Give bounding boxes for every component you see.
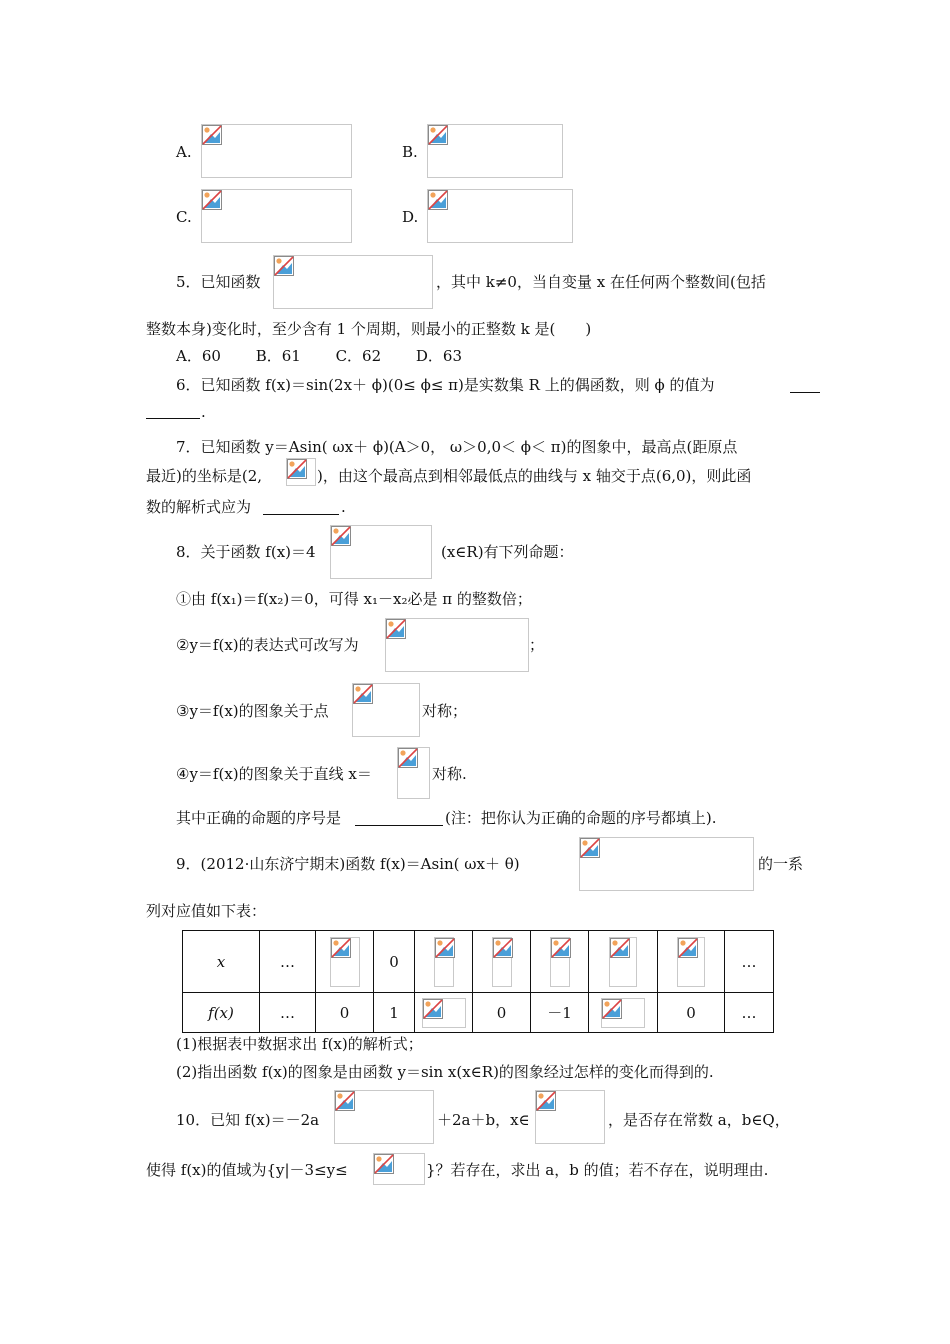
table-cell: [415, 931, 473, 993]
q8-proposition-4-end: 对称.: [432, 765, 467, 783]
broken-image-icon: [493, 938, 513, 958]
q8-proposition-3-end: 对称；: [422, 702, 468, 720]
broken-image-icon: [274, 256, 294, 276]
table-row-fx: [183, 993, 774, 1033]
q8-proposition-1: ①由 f(x₁)＝f(x₂)＝0，可得 x₁－x₂必是 π 的整数倍；: [176, 590, 532, 608]
broken-image-icon: [536, 1091, 556, 1111]
formula-image-q10-range: [373, 1153, 425, 1185]
broken-image-icon: [374, 1154, 394, 1174]
option-a-label: A.: [176, 143, 192, 161]
formula-image-option-b: [427, 124, 563, 178]
broken-image-icon: [602, 999, 622, 1019]
formula-image-table-x-2: [434, 937, 454, 987]
formula-image-table-x-1: [330, 937, 360, 987]
q9-text-line1: 9．(2012·山东济宁期末)函数 f(x)＝Asin( ωx＋ θ): [176, 855, 520, 873]
q10-text-line1b: ＋2a＋b，x∈: [437, 1111, 530, 1129]
formula-image-q9-condition: [579, 837, 754, 891]
q7-answer-blank: [263, 500, 339, 515]
formula-image-table-fx-1: [422, 998, 466, 1028]
broken-image-icon: [678, 938, 698, 958]
formula-image-option-c: [201, 189, 352, 243]
broken-image-icon: [353, 684, 373, 704]
q10-text-line2a: 使得 f(x)的值域为{y|－3≤y≤: [146, 1161, 348, 1179]
broken-image-icon: [386, 619, 406, 639]
table-cell: [316, 931, 374, 993]
q8-text-line1b: (x∈R)有下列命题：: [441, 543, 574, 561]
broken-image-icon: [287, 459, 307, 479]
broken-image-icon: [551, 938, 571, 958]
q8-answer-blank: [355, 811, 443, 826]
q10-text-line2b: }？若存在，求出 a，b 的值；若不存在，说明理由.: [426, 1161, 769, 1179]
q8-proposition-2: ②y＝f(x)的表达式可改写为: [176, 636, 359, 654]
formula-image-q8-p3: [352, 683, 420, 737]
table-cell: －1: [531, 993, 589, 1033]
q8-text-line1a: 8．关于函数 f(x)＝4: [176, 543, 316, 561]
broken-image-icon: [335, 1091, 355, 1111]
broken-image-icon: [423, 999, 443, 1019]
q9-text-line2: 列对应值如下表：: [146, 902, 267, 920]
broken-image-icon: [435, 938, 455, 958]
q5-text-part2: ，其中 k≠0，当自变量 x 在任何两个整数间(包括: [436, 273, 766, 291]
formula-image-q10-domain: [535, 1090, 605, 1144]
formula-image-option-a: [201, 124, 352, 178]
q8-proposition-2-end: ；: [529, 636, 545, 654]
q7-period: .: [341, 498, 346, 516]
formula-image-q7-coordinate: [286, 458, 316, 486]
table-cell: 0: [473, 993, 531, 1033]
broken-image-icon: [428, 190, 448, 210]
q8-question-end: (注：把你认为正确的命题的序号都填上).: [445, 809, 717, 827]
broken-image-icon: [331, 938, 351, 958]
q6-period: .: [201, 403, 206, 421]
q7-text-line3: 数的解析式应为: [146, 498, 252, 516]
formula-image-table-x-5: [609, 937, 637, 987]
table-cell-header-x: x: [183, 931, 260, 993]
q8-proposition-4: ④y＝f(x)的图象关于直线 x＝: [176, 765, 372, 783]
table-cell: [473, 931, 531, 993]
q6-answer-blank-2: [146, 404, 200, 419]
formula-image-q8-function: [330, 525, 432, 579]
table-cell: [589, 931, 658, 993]
table-cell: 0: [374, 931, 415, 993]
table-cell: …: [725, 931, 774, 993]
broken-image-icon: [202, 190, 222, 210]
table-cell: [415, 993, 473, 1033]
formula-image-table-x-6: [677, 937, 705, 987]
broken-image-icon: [202, 125, 222, 145]
broken-image-icon: [398, 748, 418, 768]
table-row-x: [183, 931, 774, 993]
q8-question: 其中正确的命题的序号是: [176, 809, 342, 827]
table-cell: 1: [374, 993, 415, 1033]
formula-image-table-x-3: [492, 937, 512, 987]
broken-image-icon: [580, 838, 600, 858]
table-cell: …: [260, 931, 316, 993]
table-cell: [531, 931, 589, 993]
broken-image-icon: [610, 938, 630, 958]
q5-text-part1: 5．已知函数: [176, 273, 261, 291]
q9-sub-question-1: (1)根据表中数据求出 f(x)的解析式；: [176, 1035, 423, 1053]
formula-image-q10-function: [334, 1090, 434, 1144]
table-cell: …: [260, 993, 316, 1033]
option-d-label: D.: [402, 208, 419, 226]
q9-sub-question-2: (2)指出函数 f(x)的图象是由函数 y＝sin x(x∈R)的图象经过怎样的变化而得到的.: [176, 1063, 714, 1081]
formula-image-option-d: [427, 189, 573, 243]
q6-answer-blank-1: [790, 378, 820, 393]
table-cell-header-fx: f(x): [183, 993, 260, 1033]
q6-text: 6．已知函数 f(x)＝sin(2x＋ ϕ)(0≤ ϕ≤ π)是实数集 R 上的偶函数，则 ϕ 的值为: [176, 376, 715, 394]
broken-image-icon: [428, 125, 448, 145]
table-cell: [589, 993, 658, 1033]
option-c-label: C.: [176, 208, 192, 226]
q5-choices: A．60 B．61 C．62 D．63: [176, 347, 463, 365]
formula-image-q8-p4: [397, 747, 430, 799]
table-cell: 0: [316, 993, 374, 1033]
formula-image-q8-p2: [385, 618, 529, 672]
q10-text-line1c: ，是否存在常数 a，b∈Q，: [608, 1111, 790, 1129]
value-table: [182, 930, 774, 1033]
broken-image-icon: [331, 526, 351, 546]
q7-text-line2a: 最近)的坐标是(2,: [146, 467, 263, 485]
formula-image-q5: [273, 255, 433, 309]
q8-proposition-3: ③y＝f(x)的图象关于点: [176, 702, 329, 720]
q10-text-line1a: 10．已知 f(x)＝－2a: [176, 1111, 320, 1129]
q9-text-line1-end: 的一系: [758, 855, 804, 873]
formula-image-table-fx-2: [601, 998, 645, 1028]
q7-text-line1: 7．已知函数 y＝Asin( ωx＋ ϕ)(A＞0， ω＞0,0＜ ϕ＜ π)的图象中，最高点(距原点: [176, 438, 738, 456]
option-b-label: B.: [402, 143, 418, 161]
table-cell: …: [725, 993, 774, 1033]
q5-text-line2: 整数本身)变化时，至少含有 1 个周期，则最小的正整数 k 是( ): [146, 320, 592, 338]
q7-text-line2b: )，由这个最高点到相邻最低点的曲线与 x 轴交于点(6,0)，则此函: [317, 467, 752, 485]
formula-image-table-x-4: [550, 937, 570, 987]
table-cell: 0: [658, 993, 725, 1033]
table-cell: [658, 931, 725, 993]
